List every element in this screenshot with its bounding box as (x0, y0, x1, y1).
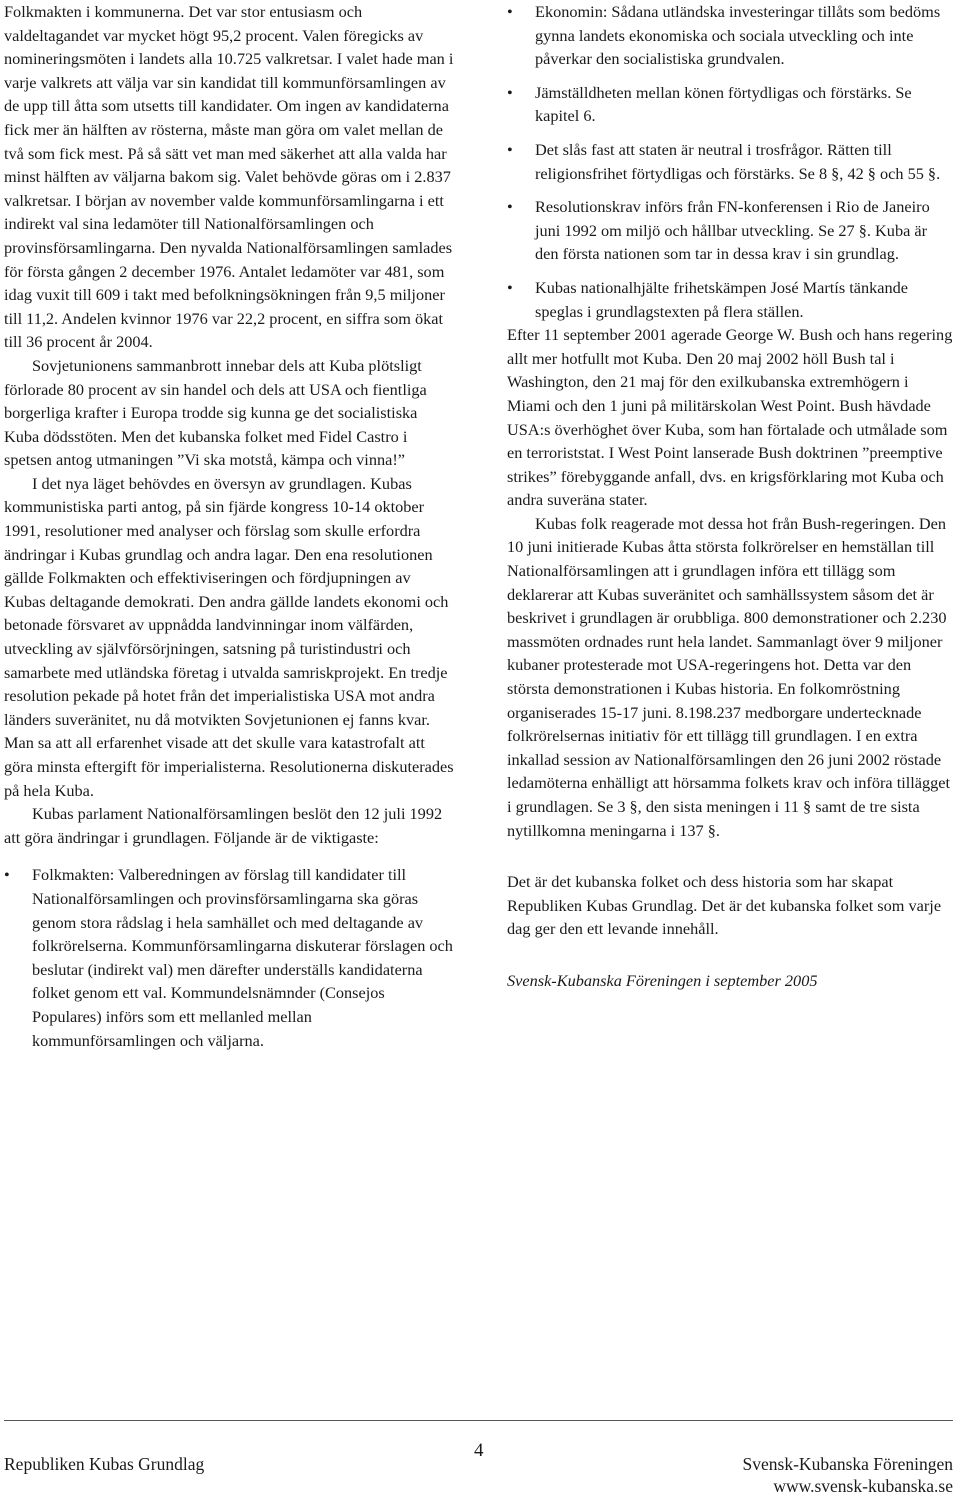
footer-organization: Svensk-Kubanska Föreningen (742, 1454, 953, 1474)
page-number: 4 (474, 1440, 484, 1461)
list-item-folkmakten: • Folkmakten: Valberedningen av förslag till kandidater till Nationalförsamlingen och provinsförsamlingarna ska göras genom stora rådslag i hela samhället och med deltagande av folkrörelserna. Kommunförsamlingarna diskuterar förslagen och beslutar (indirekt val) men därefter underställs kandidaterna folket genom ett val. Kommundelsnämnder (Consejos Populares) införs som ett mellanled mellan kommunförsamlingen och väljarna. (4, 863, 454, 1052)
signature: Svensk-Kubanska Föreningen i september 2005 (507, 970, 818, 990)
amendment-list-right (507, 0, 953, 323)
left-column (4, 0, 454, 1052)
list-item-religion: • Det slås fast att staten är neutral i trosfrågor. Rätten till religionsfrihet förtydligas och förstärks. Se 8 §, 42 § och 55 §. (507, 138, 953, 185)
paragraph-folkets-reaktion: Kubas folk reagerade mot dessa hot från Bush-regeringen. Den 10 juni initierade Kubas åtta största folkrörelser en hemställan till Nationalförsamlingen att i grundlagen införa ett tillägg som deklarerar att Kubas suveränitet och samhällssystem såsom det är beskrivet i grundlagen är orubbliga. 800 demonstrationer och 2.230 massmöten ordnades runt hela landet. Sammanlagt över 9 miljoner kubaner protesterade mot USA-regeringens hot. Detta var den största demonstrationen i Kubas historia. En folkomröstning organiserades 15-17 juni. 8.198.237 medborgare undertecknade folkrörelsernas initiativ för ett tillägg till grundlagen. I en extra inkallad session av Nationalförsamlingen den 26 juni 2002 röstade ledamöterna enhälligt att hörsamma folkets krav och införa tillägget i grundlagen. Se 3 §, den sista meningen i 11 § samt de tre sista nytillkomna meningarna i 137 §. (507, 513, 951, 840)
list-item-marti: • Kubas nationalhjälte frihetskämpen José Martís tänkande speglas i grundlagstexten på flera ställen. (507, 276, 953, 323)
footer-document-title: Republiken Kubas Grundlag (4, 1454, 205, 1474)
paragraph-slutsats: Det är det kubanska folket och dess historia som har skapat Republiken Kubas Grundlag. Det är det kubanska folket som varje dag ger den ett levande innehåll. (507, 872, 942, 939)
list-item-jamstalldhet: • Jämställdheten mellan könen förtydligas och förstärks. Se kapitel 6. (507, 81, 953, 128)
right-column (507, 0, 953, 993)
list-item-miljo: • Resolutionskrav införs från FN-konferensen i Rio de Janeiro juni 1992 om miljö och hållbar utveckling. Se 27 §. Kuba är den första nationen som tar in dessa krav i sin grundlag. (507, 195, 953, 266)
footer-divider (4, 1420, 953, 1421)
footer-publisher (743, 1453, 953, 1497)
paragraph-bush: Efter 11 september 2001 agerade George W. Bush och hans regering allt mer hotfullt mot Kuba. Den 20 maj 2002 höll Bush tal i Washington, den 21 maj för den exilkubanska extremhögern i Miami och den 1 juni på militärskolan West Point. Bush hävdade USA:s överhöghet över Kuba, som han förtalade och utmålade som en terroriststat. I West Point lanserade Bush doktrinen ”preemptive strikes” förebyggande anfall, dvs. en krigsförklaring mot Kuba och andra suveräna stater. (507, 325, 953, 510)
paragraph-parlament: Kubas parlament Nationalförsamlingen beslöt den 12 juli 1992 att göra ändringar i grundlagen. Följande är de viktigaste: (4, 804, 443, 847)
paragraph-sovjetunionen: Sovjetunionens sammanbrott innebar dels att Kuba plötsligt förlorade 80 procent av sin handel och dels att USA och fientliga borgerliga krafter i Europa trodde sig kunna ge det socialistiska Kuba dödsstöten. Men det kubanska folket med Fidel Castro i spetsen antog utmaningen ”Vi ska motstå, kämpa och vinna!” (4, 355, 427, 470)
paragraph-folkmakten: Folkmakten i kommunerna. Det var stor entusiasm och valdeltagandet var mycket högt 95,2 procent. Valen föregicks av nomineringsmöten i landets alla 10.725 valkretsar. I valet hade man i varje valkrets att välja var sin kandidat till kommunförsamlingen av de upp till åtta som utsetts till kandidater. Om ingen av kandidaterna fick mer än hälften av rösterna, måste man göra om valet mellan de två som fick mest. På så sätt vet man med säkerhet att alla valda har minst hälften av väljarna bakom sig. Valet behövde göras om i 2.837 valkretsar. I början av november valde kommunförsamlingarna i ett indirekt val sina ledamöter till Nationalförsamlingen och provinsförsamlingarna. Den nyvalda Nationalförsamlingen samlades för första gången 2 december 1976. Antalet ledamöter var 481, som idag vuxit till 609 i takt med befolkningsökningen från 9,5 miljoner till 11,2. Andelen kvinnor 1976 var 22,2 procent, en siffra som ökat till 36 procent år 2004. (4, 2, 454, 352)
list-item-ekonomin: • Ekonomin: Sådana utländska investeringar tillåts som bedöms gynna landets ekonomiska och sociala utveckling och inte påverkar den socialistiska grundvalen. (507, 0, 953, 71)
amendment-list-left (4, 863, 454, 1052)
footer-website: www.svensk-kubanska.se (773, 1476, 953, 1496)
paragraph-oversyn: I det nya läget behövdes en översyn av grundlagen. Kubas kommunistiska parti antog, på sin fjärde kongress 10-14 oktober 1991, resolutioner med analyser och förslag som skulle erfordra ändringar i Kubas grundlag och andra lagar. Den ena resolutionen gällde Folkmakten och effektiviseringen och fördjupningen av Kubas deltagande demokrati. Den andra gällde landets ekonomi och betonade försvaret av uppnådda landvinningar inom välfärden, utveckling av självförsörjningen, satsning på turistindustri och samarbete med utländska företag i utvalda samriskprojekt. En tredje resolution pekade på hotet från det imperialistiska USA mot andra länders suveränitet, nu då motvikten Sovjetunionen ej fanns kvar. Man sa att all erfarenhet visade att det skulle vara katastrofalt att göra minsta eftergift för imperialisterna. Resolutionerna diskuterades på hela Kuba. (4, 473, 454, 800)
